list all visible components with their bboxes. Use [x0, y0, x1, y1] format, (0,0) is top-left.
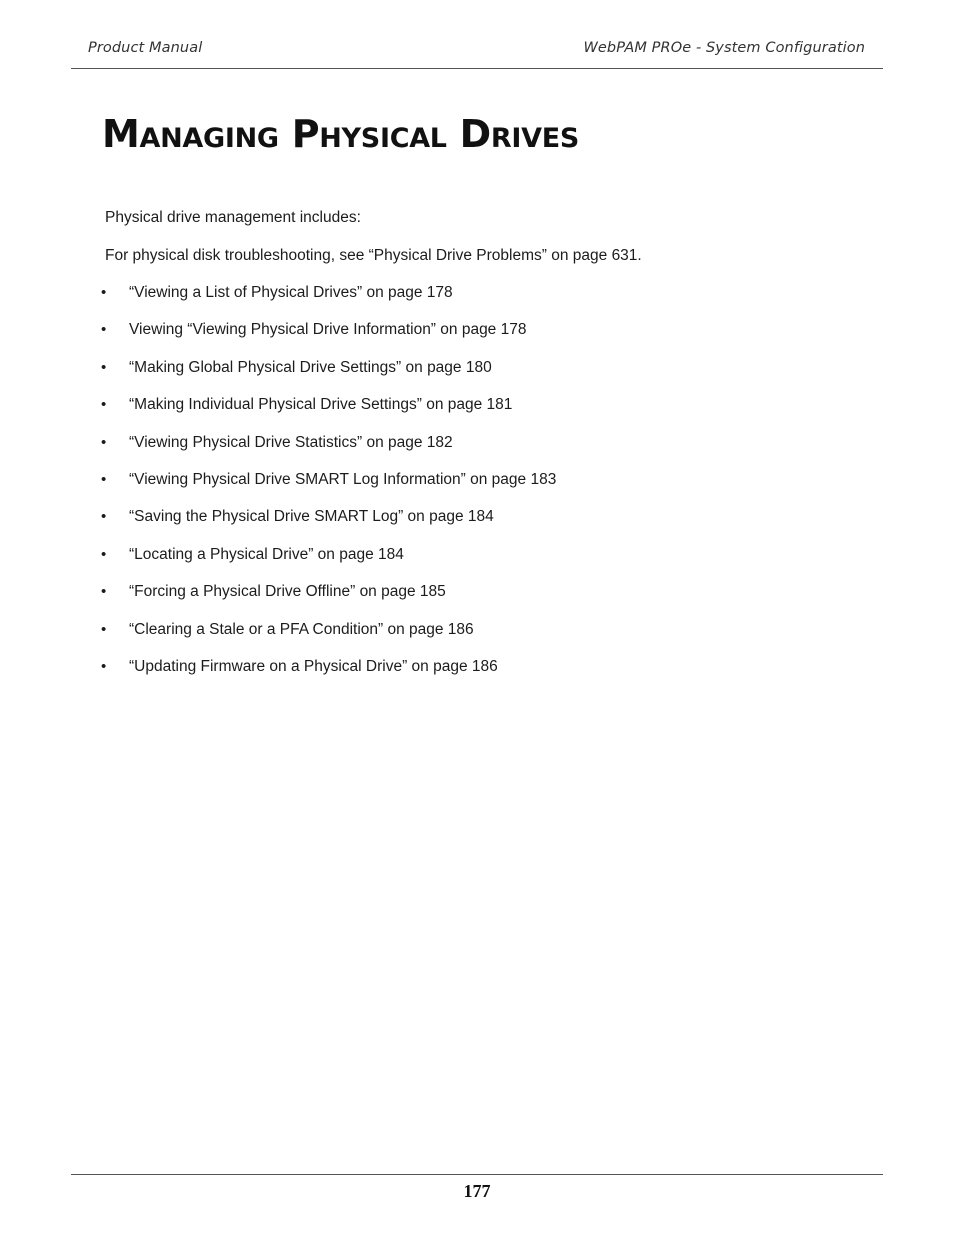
bullet-icon: • — [101, 657, 107, 675]
bullet-icon: • — [101, 396, 107, 414]
topic-link[interactable]: “Clearing a Stale or a PFA Condition” on page 186 — [129, 620, 474, 638]
bullet-icon: • — [101, 508, 107, 526]
footer-divider — [71, 1174, 883, 1175]
bullet-icon: • — [101, 545, 107, 563]
bullet-icon: • — [101, 321, 107, 339]
troubleshooting-paragraph: For physical disk troubleshooting, see “Physical Drive Problems” on page 631. — [105, 246, 642, 264]
list-item — [101, 392, 825, 429]
header-divider — [71, 68, 883, 69]
header-section-title: WebPAM PROe - System Configuration — [583, 40, 865, 56]
list-item — [101, 654, 825, 691]
bullet-icon: • — [101, 358, 107, 376]
header-manual-title: Product Manual — [88, 40, 203, 56]
topic-link[interactable]: “Locating a Physical Drive” on page 184 — [129, 545, 404, 563]
topic-link[interactable]: “Viewing Physical Drive Statistics” on page 182 — [129, 433, 453, 451]
list-item — [101, 617, 825, 654]
bullet-icon: • — [101, 583, 107, 601]
page-title: Managing Physical Drives — [102, 112, 579, 156]
bullet-icon: • — [101, 620, 107, 638]
bullet-icon: • — [101, 433, 107, 451]
list-item — [101, 504, 825, 541]
page-content — [101, 205, 825, 691]
topic-link[interactable]: Viewing “Viewing Physical Drive Information” on page 178 — [129, 321, 527, 339]
list-item — [101, 355, 825, 392]
list-item — [101, 280, 825, 317]
bullet-icon: • — [101, 470, 107, 488]
topic-link[interactable]: “Updating Firmware on a Physical Drive” on page 186 — [129, 657, 498, 675]
list-item — [101, 542, 825, 579]
list-item — [101, 579, 825, 616]
topic-link[interactable]: “Forcing a Physical Drive Offline” on page 185 — [129, 583, 446, 601]
intro-paragraph: Physical drive management includes: — [105, 209, 361, 226]
page-number: 177 — [463, 1181, 491, 1201]
list-item — [101, 430, 825, 467]
list-item — [101, 467, 825, 504]
topic-list — [101, 280, 825, 691]
bullet-icon: • — [101, 284, 107, 301]
topic-link[interactable]: “Making Global Physical Drive Settings” on page 180 — [129, 358, 492, 376]
list-item — [101, 317, 825, 354]
topic-link[interactable]: “Viewing a List of Physical Drives” on page 178 — [129, 284, 453, 301]
topic-link[interactable]: “Viewing Physical Drive SMART Log Information” on page 183 — [129, 470, 557, 488]
topic-link[interactable]: “Making Individual Physical Drive Settings” on page 181 — [129, 396, 513, 414]
topic-link[interactable]: “Saving the Physical Drive SMART Log” on page 184 — [129, 508, 494, 526]
